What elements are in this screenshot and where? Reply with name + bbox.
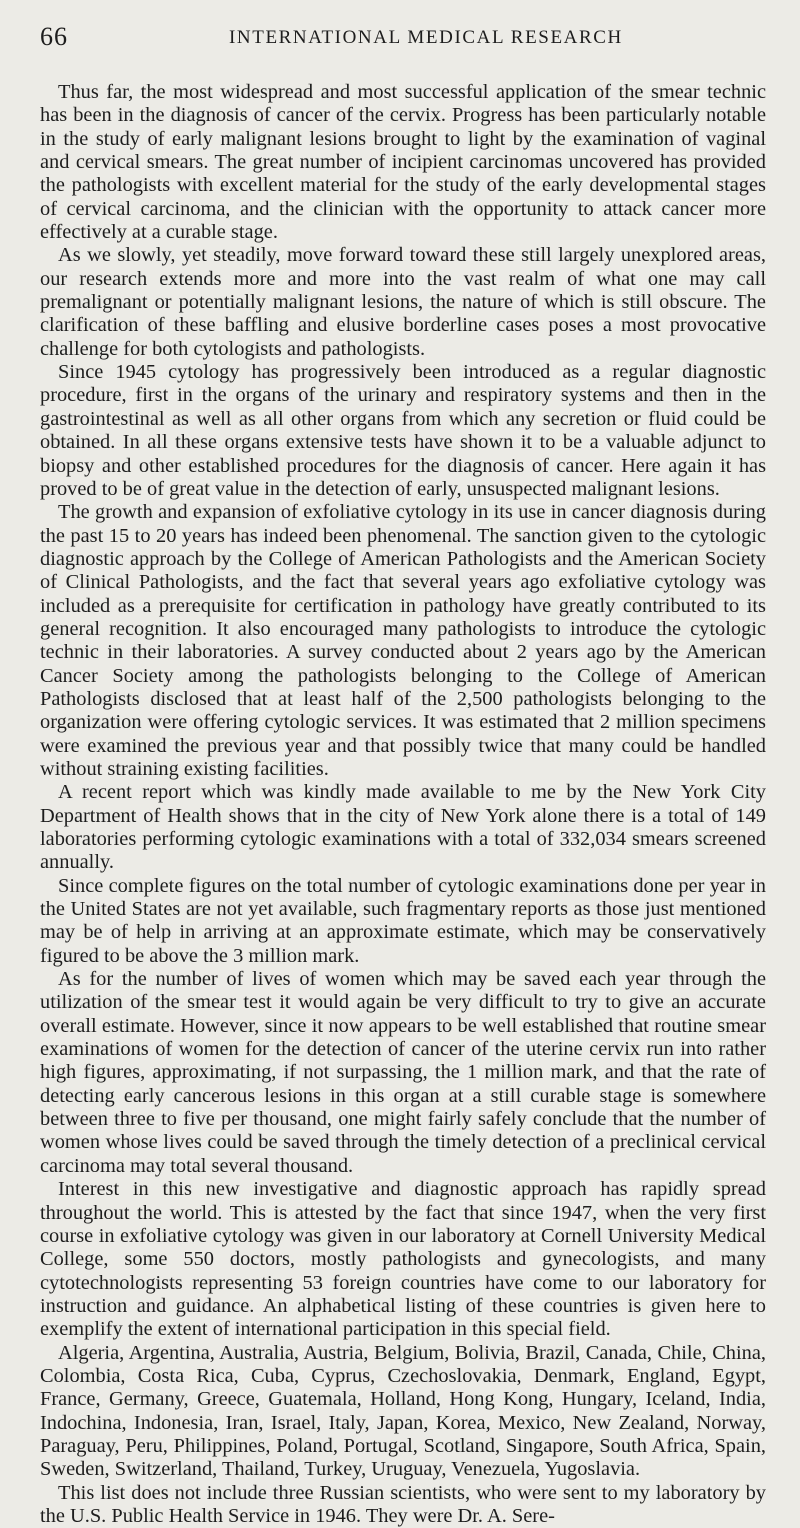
body-text (40, 81, 766, 1528)
paragraph-lives-saved: As for the number of lives of women which may be saved each year through the utilization of the smear test it would again be very difficult to try to give an accurate overall estimate. However, since it now appears to be well established that routine smear examinations of women for the detection of cancer of the uterine cervix run into rather high figures, approximating, if not surpassing, the 1 million mark, and that the rate of detecting early cancerous lesions in this organ at a still curable stage is somewhere between three to five per thousand, one might fairly safely conclude that the number of women whose lives could be saved through the timely detection of a preclinical cervical carcinoma may total several thousand. (40, 968, 766, 1177)
paragraph-cytology-since-1945: Since 1945 cytology has progressively been introduced as a regular diagnostic procedure, first in the organs of the urinary and respiratory systems and then in the gastrointestinal as well as all other organs from which any secretion or fluid could be obtained. In all these organs extensive tests have shown it to be a valuable adjunct to biopsy and other established procedures for the diagnosis of cancer. Here again it has proved to be of great value in the detection of early, unsuspected malignant lesions. (40, 361, 766, 500)
paragraph-new-york-report: A recent report which was kindly made available to me by the New York City Department of Health shows that in the city of New York alone there is a total of 149 laboratories performing cytologic examinations with a total of 332,034 smears screened annually. (40, 781, 766, 874)
paragraph-premalignant-lesions: As we slowly, yet steadily, move forward toward these still largely unexplored areas, our research extends more and more into the vast realm of what one may call premalignant or potentially malignant lesions, the nature of which is still obscure. The clarification of these baffling and elusive borderline cases poses a most provocative challenge for both cytologists and pathologists. (40, 244, 766, 360)
journal-title: INTERNATIONAL MEDICAL RESEARCH (229, 27, 623, 48)
running-head (40, 22, 760, 52)
paragraph-russian-scientists: This list does not include three Russian scientists, who were sent to my laboratory by the U.S. Public Health Service in 1946. They were Dr. A. Sere- (40, 1481, 766, 1527)
paragraph-worldwide-interest: Interest in this new investigative and diagnostic approach has rapidly spread throughout the world. This is attested by the fact that since 1947, when the very first course in exfoliative cytology was given in our laboratory at Cornell University Medical College, some 550 doctors, mostly pathologists and gynecologists, and many cytotechnologists representing 53 foreign countries have come to our laboratory for instruction and guidance. An alphabetical listing of these countries is given here to exemplify the extent of international participation in this special field. (40, 1178, 766, 1341)
paragraph-growth-expansion: The growth and expansion of exfoliative cytology in its use in cancer diagnosis during the past 15 to 20 years has indeed been phenomenal. The sanction given to the cytologic diagnostic approach by the College of American Pathologists and the American Society of Clinical Pathologists, and the fact that several years ago exfoliative cytology was included as a prerequisite for certification in pathology have greatly contributed to its general recognition. It also encouraged many pathologists to introduce the cytologic technic in their laboratories. A survey conducted about 2 years ago by the American Cancer Society among the pathologists belonging to the College of American Pathologists disclosed that at least half of the 2,500 pathologists belonging to the organization were offering cytologic services. It was estimated that 2 million specimens were examined the previous year and that possibly twice that many could be handled without straining existing facilities. (40, 501, 766, 780)
page-number: 66 (40, 22, 68, 51)
paragraph-smear-technic: Thus far, the most widespread and most successful application of the smear technic has been in the diagnosis of cancer of the cervix. Progress has been particularly notable in the study of early malignant lesions brought to light by the examination of vaginal and cervical smears. The great number of incipient carcinomas uncovered has provided the pathologists with excellent material for the study of the early developmental stages of cervical carcinoma, and the clinician with the opportunity to attack cancer more effectively at a curable stage. (40, 81, 766, 244)
paragraph-us-estimate: Since complete figures on the total number of cytologic examinations done per year in the United States are not yet available, such fragmentary reports as those just mentioned may be of help in arriving at an approximate estimate, which may be conservatively figured to be above the 3 million mark. (40, 874, 766, 967)
paragraph-country-list: Algeria, Argentina, Australia, Austria, Belgium, Bolivia, Brazil, Canada, Chile, China, Colombia, Costa Rica, Cuba, Cyprus, Czechoslovakia, Denmark, England, Egypt, France, Germany, Greece, Guatemala, Holland, Hong Kong, Hungary, Iceland, India, Indochina, Indonesia, Iran, Israel, Italy, Japan, Korea, Mexico, New Zealand, Norway, Paraguay, Peru, Philippines, Poland, Portugal, Scotland, Singapore, South Africa, Spain, Sweden, Switzerland, Thailand, Turkey, Uruguay, Venezuela, Yugoslavia. (40, 1341, 766, 1481)
